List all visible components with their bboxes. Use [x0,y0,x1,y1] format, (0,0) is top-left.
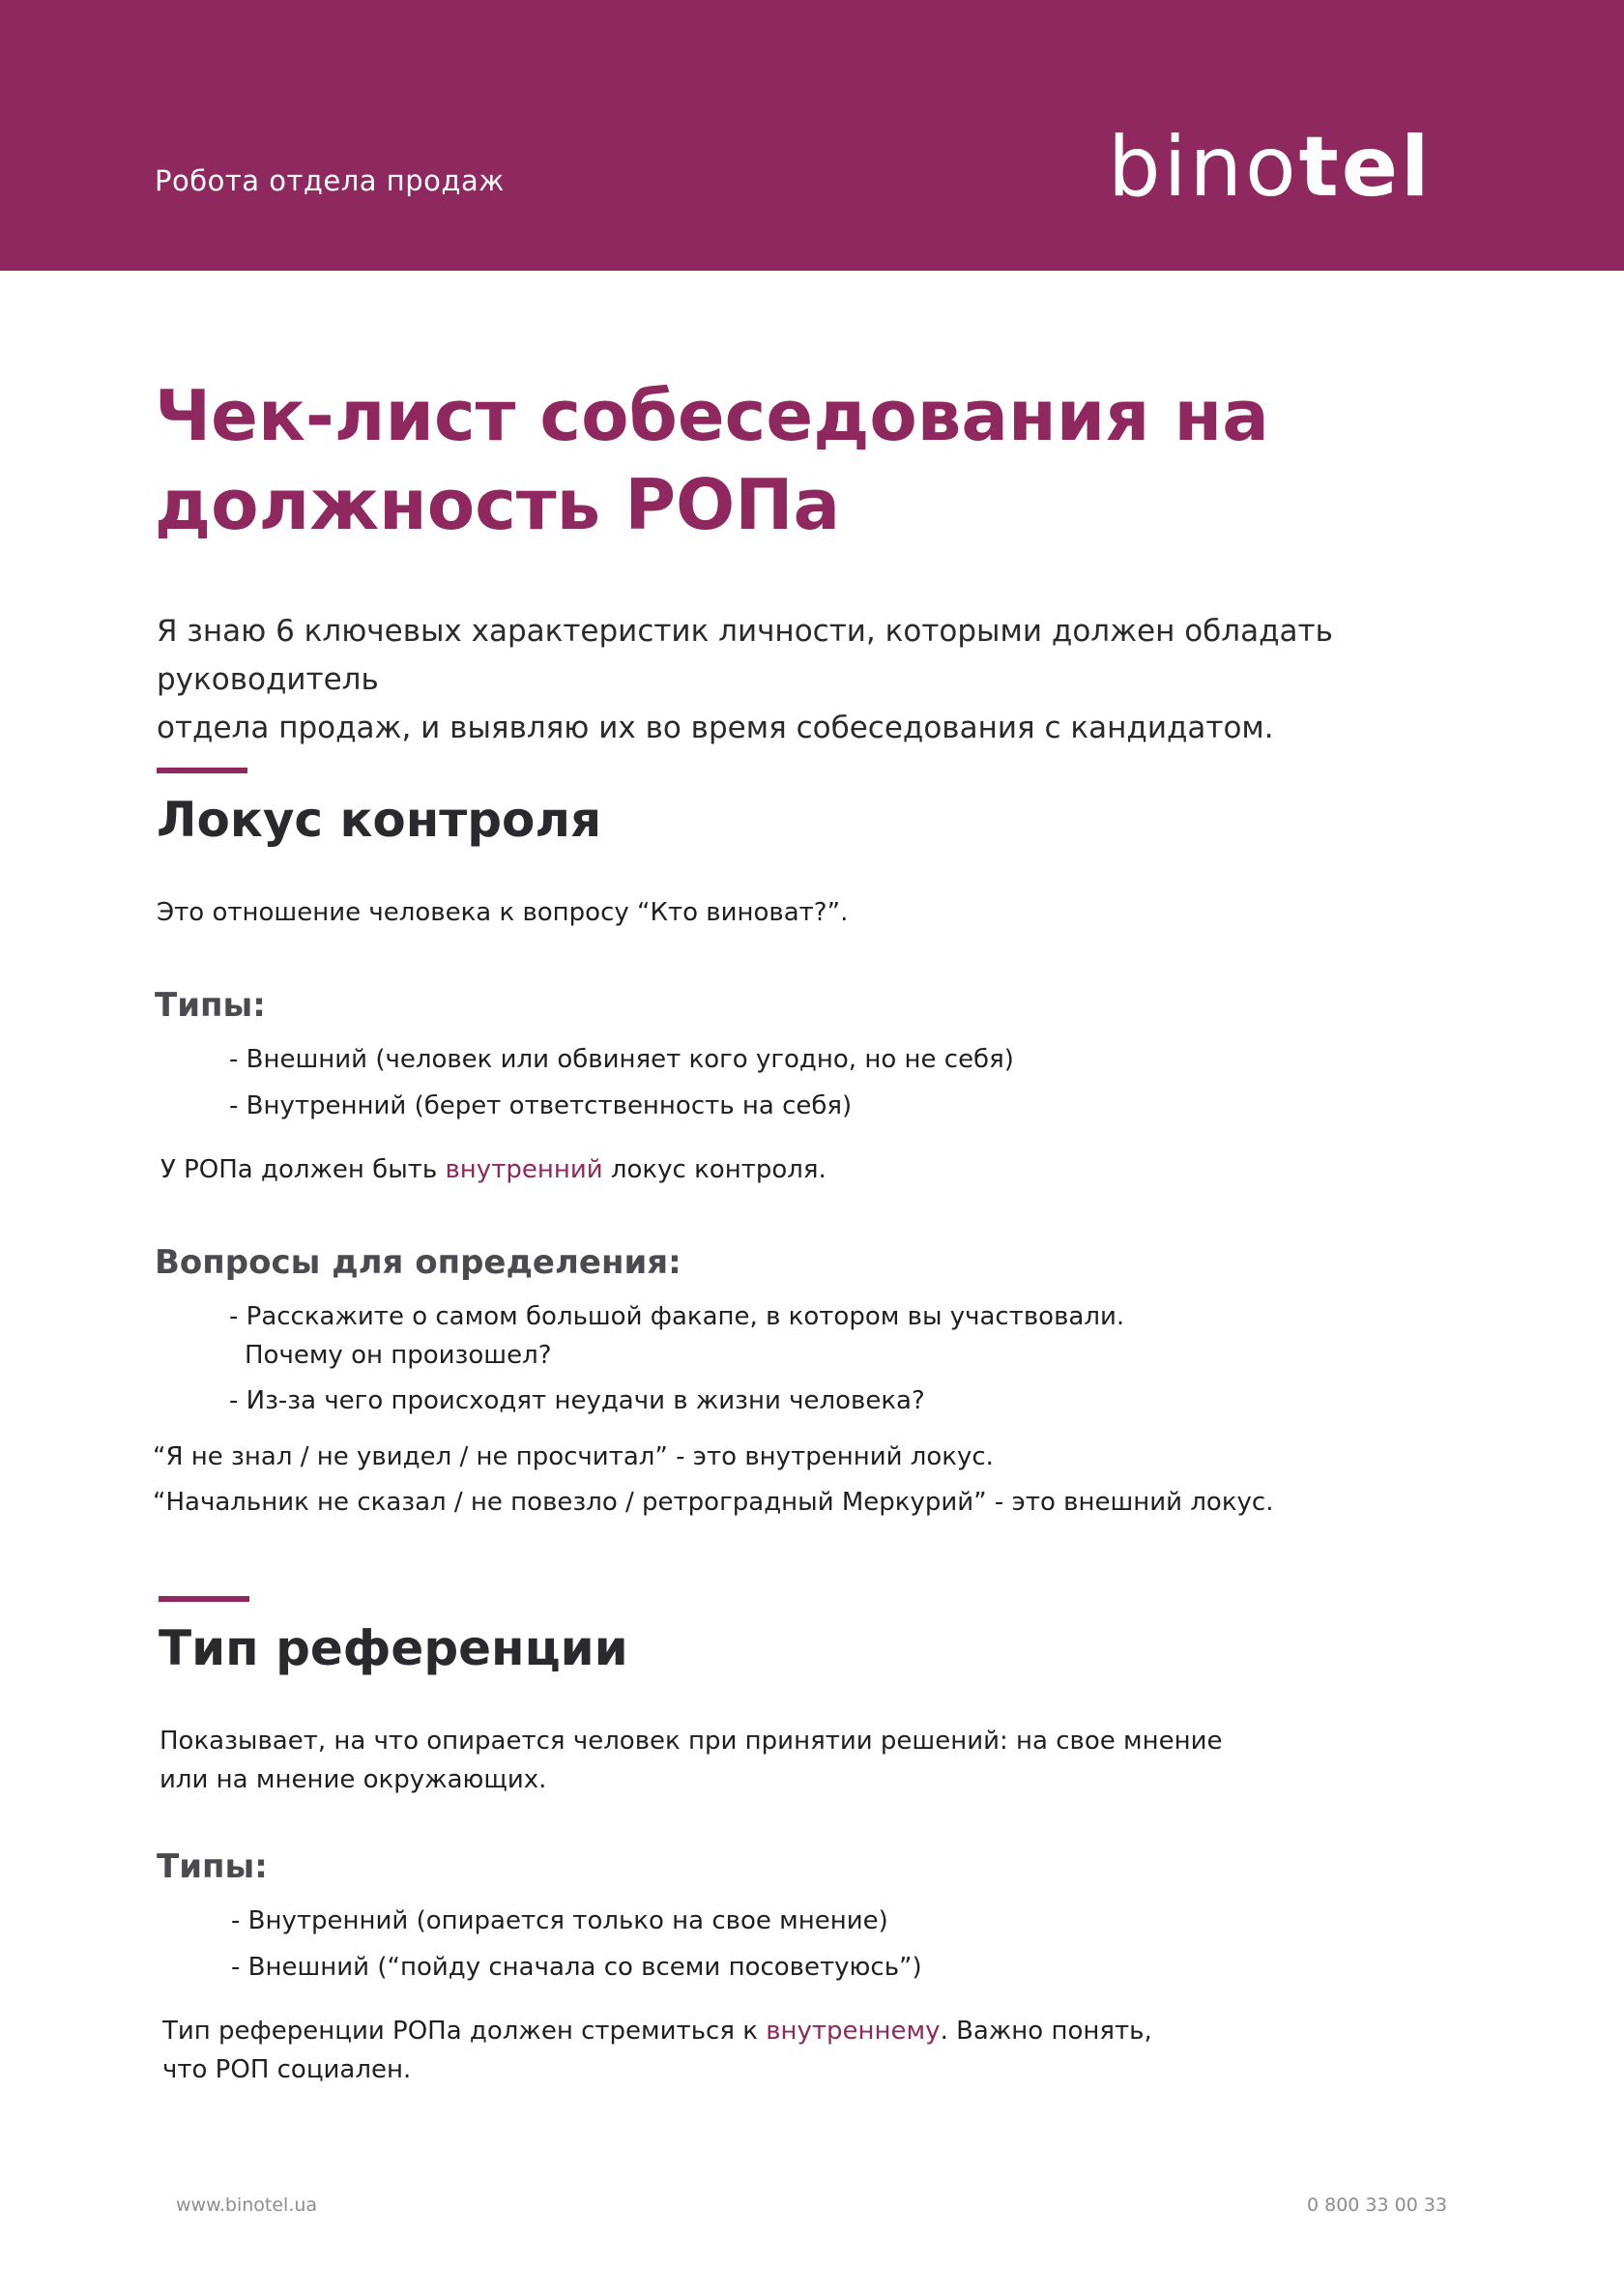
locus-question-item: - Из-за чего происходят неудачи в жизни человека? [229,1386,925,1415]
locus-type-item: - Внешний (человек или обвиняет кого угодно, но не себя) [229,1045,1014,1074]
footer-website-link[interactable]: www.binotel.ua [176,2194,318,2216]
locus-types-heading: Типы: [155,986,266,1025]
locus-questions-heading: Вопросы для определения: [155,1243,682,1282]
logo-light-part: bino [1108,119,1299,216]
intro-line-1: Я знаю 6 ключевых характеристик личности, которыми должен обладать руководитель [157,614,1333,697]
locus-conclusion-accent: внутренний [445,1155,603,1184]
header-subtitle: Робота отдела продаж [155,164,505,197]
locus-type-item: - Внутренний (берет ответственность на себя) [229,1091,853,1120]
logo-bold-part: tel [1298,119,1433,216]
section-heading-reference: Тип референции [159,1620,628,1676]
page-title [155,371,1411,549]
reference-type-item: - Внутренний (опирается только на свое мнение) [231,1906,888,1935]
reference-conclusion-accent: внутреннему [766,2017,941,2046]
page-title-line-2: должность РОПа [155,464,841,545]
reference-conclusion-end: . Важно понять, [940,2017,1152,2046]
reference-definition [160,1722,1223,1799]
section-heading-locus: Локус контроля [157,792,602,848]
reference-conclusion-start: Тип референции РОПа должен стремиться к [162,2017,767,2046]
reference-type-item: - Внешний (“пойду сначала со всеми посоветуюсь”) [231,1953,922,1982]
reference-definition-line-2: или на мнение окружающих. [160,1765,547,1794]
section-divider [157,768,247,773]
locus-example: “Начальник не сказал / не повезло / ретроградный Меркурий” - это внешний локус. [153,1488,1274,1517]
locus-question-item-continuation: Почему он произошел? [245,1341,552,1370]
intro-line-2: отдела продаж, и выявляю их во время собеседования с кандидатом. [157,711,1274,745]
locus-example: “Я не знал / не увидел / не просчитал” - это внутренний локус. [153,1442,994,1471]
page-title-line-1: Чек-лист собеседования на [155,375,1269,456]
locus-conclusion [160,1150,826,1189]
header-banner [0,0,1624,271]
footer-phone[interactable]: 0 800 33 00 33 [1307,2194,1448,2216]
locus-conclusion-start: У РОПа должен быть [160,1155,446,1184]
locus-definition: Это отношение человека к вопросу “Кто виноват?”. [157,898,849,927]
binotel-logo [1108,119,1433,216]
locus-conclusion-end: локус контроля. [602,1155,826,1184]
reference-conclusion [162,2012,1152,2089]
intro-paragraph [157,607,1510,752]
section-divider [159,1596,249,1602]
locus-question-item: - Расскажите о самом большой факапе, в котором вы участвовали. [229,1302,1125,1331]
reference-types-heading: Типы: [157,1847,268,1886]
reference-conclusion-line-2: что РОП социален. [162,2055,412,2084]
reference-definition-line-1: Показывает, на что опирается человек при принятии решений: на свое мнение [160,1727,1223,1756]
